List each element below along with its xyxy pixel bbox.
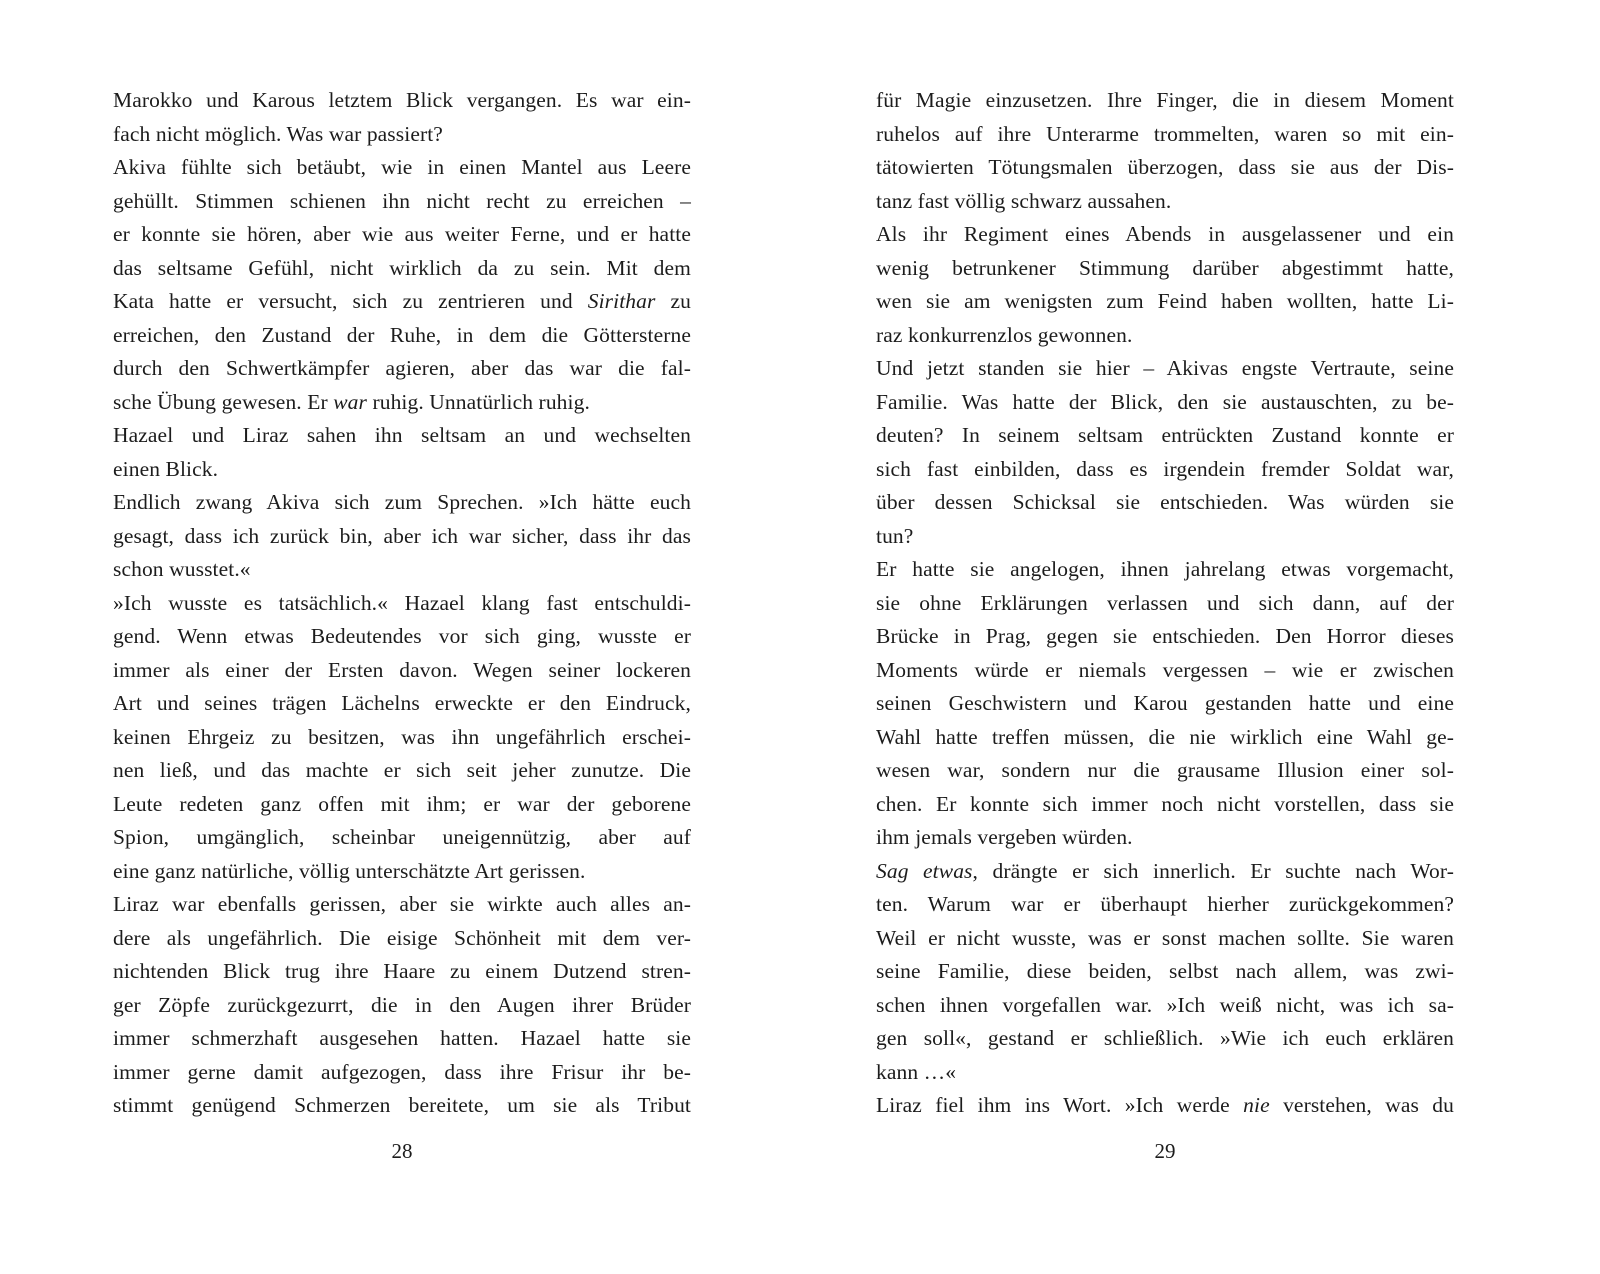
text-segment: raz konkurrenzlos gewonnen. bbox=[876, 322, 1133, 347]
page-right-text bbox=[876, 84, 1454, 1123]
text-line bbox=[876, 352, 1454, 386]
text-segment: Endlich zwang Akiva sich zum Sprechen. »Ich hätte euch bbox=[113, 490, 691, 514]
text-segment: Er hatte sie angelogen, ihnen jahrelang etwas vorgemacht, bbox=[876, 557, 1454, 581]
text-segment: wen sie am wenigsten zum Feind haben wollten, hatte Li- bbox=[876, 289, 1454, 313]
text-segment: ger Zöpfe zurückgezurrt, die in den Augen ihrer Brüder bbox=[113, 992, 691, 1017]
text-segment: immer gerne damit aufgezogen, dass ihre Frisur ihr be- bbox=[113, 1059, 691, 1084]
text-segment: kann …« bbox=[876, 1059, 957, 1084]
text-line bbox=[876, 721, 1454, 755]
text-line bbox=[876, 118, 1454, 152]
text-segment: fach nicht möglich. Was war passiert? bbox=[113, 121, 443, 146]
text-line bbox=[113, 955, 691, 989]
text-segment: einen Blick. bbox=[113, 456, 219, 481]
page-number-left: 28 bbox=[391, 1138, 413, 1163]
text-line bbox=[113, 721, 691, 755]
page-number-right: 29 bbox=[1154, 1138, 1176, 1163]
text-line bbox=[876, 218, 1454, 252]
text-line bbox=[113, 319, 691, 353]
text-line bbox=[876, 1022, 1454, 1056]
text-line bbox=[113, 486, 691, 520]
text-line bbox=[113, 788, 691, 822]
text-segment: Als ihr Regiment eines Abends in ausgelassener und ein bbox=[876, 222, 1454, 246]
text-segment: »Ich wusste es tatsächlich.« Hazael klang fast entschuldi- bbox=[113, 590, 691, 615]
text-segment: verstehen, was du bbox=[1269, 1093, 1454, 1117]
text-line bbox=[876, 989, 1454, 1023]
text-line bbox=[876, 185, 1454, 219]
text-line bbox=[113, 587, 691, 621]
text-line bbox=[876, 553, 1454, 587]
text-segment: Liraz fiel ihm ins Wort. »Ich werde bbox=[876, 1093, 1244, 1117]
text-segment: Marokko und Karous letztem Blick vergangen. Es war ein- bbox=[113, 88, 691, 112]
text-segment: wesen war, sondern nur die grausame Illusion einer sol- bbox=[876, 758, 1454, 782]
text-line bbox=[876, 1089, 1454, 1123]
text-segment: Weil er nicht wusste, was er sonst machen sollte. Sie waren bbox=[876, 925, 1454, 950]
text-segment: gehüllt. Stimmen schienen ihn nicht recht zu erreichen – bbox=[113, 188, 691, 213]
text-segment: stimmt genügend Schmerzen bereitete, um sie als Tribut bbox=[113, 1093, 691, 1117]
text-segment: er konnte sie hören, aber wie aus weiter Ferne, und er hatte bbox=[113, 222, 691, 246]
text-segment: nichtenden Blick trug ihre Haare zu einem Dutzend stren- bbox=[113, 959, 691, 983]
text-line bbox=[876, 587, 1454, 621]
text-segment: Leute redeten ganz offen mit ihm; er war der geborene bbox=[113, 791, 691, 816]
text-segment: Brücke in Prag, gegen sie entschieden. Den Horror dieses bbox=[876, 624, 1454, 648]
text-line bbox=[113, 386, 691, 420]
text-line bbox=[876, 620, 1454, 654]
text-line bbox=[876, 252, 1454, 286]
text-line bbox=[113, 754, 691, 788]
text-segment: Wahl hatte treffen müssen, die nie wirklich eine Wahl ge- bbox=[876, 724, 1454, 749]
text-segment: seinen Geschwistern und Karou gestanden hatte und eine bbox=[876, 691, 1454, 715]
text-segment: erreichen, den Zustand der Ruhe, in dem die Göttersterne bbox=[113, 322, 691, 347]
text-segment: ruhelos auf ihre Unterarme trommelten, waren so mit ein- bbox=[876, 121, 1454, 146]
text-line bbox=[876, 922, 1454, 956]
italic-text-segment: nie bbox=[1243, 1093, 1270, 1117]
text-line bbox=[113, 520, 691, 554]
text-segment: tun? bbox=[876, 523, 914, 548]
text-line bbox=[876, 687, 1454, 721]
text-segment: zu bbox=[655, 289, 692, 313]
text-line bbox=[876, 151, 1454, 185]
text-segment: durch den Schwertkämpfer agieren, aber das war die fal- bbox=[113, 356, 691, 380]
text-segment: Spion, umgänglich, scheinbar uneigennützig, aber auf bbox=[113, 825, 691, 849]
text-line bbox=[113, 1089, 691, 1123]
text-segment: Liraz war ebenfalls gerissen, aber sie wirkte auch alles an- bbox=[113, 892, 691, 916]
text-segment: immer als einer der Ersten davon. Wegen seiner lockeren bbox=[113, 657, 691, 682]
text-line bbox=[113, 84, 691, 118]
text-segment: , drängte er sich innerlich. Er suchte nach Wor- bbox=[972, 858, 1454, 883]
text-segment: das seltsame Gefühl, nicht wirklich da zu sein. Mit dem bbox=[113, 255, 691, 280]
text-line bbox=[876, 84, 1454, 118]
text-segment: seine Familie, diese beiden, selbst nach allem, was zwi- bbox=[876, 959, 1454, 983]
text-line bbox=[113, 553, 691, 587]
text-line bbox=[113, 687, 691, 721]
text-segment: sich fast einbilden, dass es irgendein fremder Soldat war, bbox=[876, 456, 1454, 481]
text-segment: Moments würde er niemals vergessen – wie er zwischen bbox=[876, 657, 1454, 682]
text-segment: sie ohne Erklärungen verlassen und sich dann, auf der bbox=[876, 590, 1454, 615]
italic-text-segment: Sag etwas bbox=[876, 858, 973, 883]
text-line bbox=[876, 285, 1454, 319]
book-page-right bbox=[876, 84, 1454, 1164]
text-line bbox=[113, 419, 691, 453]
text-segment: nen ließ, und das machte er sich seit jeher zunutze. Die bbox=[113, 758, 691, 782]
text-line bbox=[876, 788, 1454, 822]
text-segment: keinen Ehrgeiz zu besitzen, was ihn ungefährlich erschei- bbox=[113, 724, 691, 749]
text-segment: Kata hatte er versucht, sich zu zentrieren und bbox=[113, 289, 588, 313]
text-segment: gesagt, dass ich zurück bin, aber ich war sicher, dass ihr das bbox=[113, 523, 691, 548]
text-line bbox=[113, 453, 691, 487]
text-segment: tätowierten Tötungsmalen überzogen, dass sie aus der Dis- bbox=[876, 155, 1454, 179]
text-segment: wenig betrunkener Stimmung darüber abgestimmt hatte, bbox=[876, 255, 1454, 280]
text-line bbox=[876, 386, 1454, 420]
text-segment: sche Übung gewesen. Er bbox=[113, 389, 334, 414]
text-segment: Hazael und Liraz sahen ihn seltsam an und wechselten bbox=[113, 423, 691, 447]
text-segment: schon wusstet.« bbox=[113, 557, 251, 581]
text-line bbox=[113, 185, 691, 219]
text-line bbox=[113, 855, 691, 889]
text-segment: ten. Warum war er überhaupt hierher zurückgekommen? bbox=[876, 892, 1454, 916]
text-segment: deuten? In seinem seltsam entrückten Zustand konnte er bbox=[876, 423, 1454, 447]
text-line bbox=[876, 855, 1454, 889]
text-line bbox=[113, 821, 691, 855]
text-segment: chen. Er konnte sich immer noch nicht vorstellen, dass sie bbox=[876, 791, 1454, 816]
text-segment: Art und seines trägen Lächelns erweckte er den Eindruck, bbox=[113, 691, 691, 715]
text-line bbox=[113, 352, 691, 386]
text-line bbox=[113, 218, 691, 252]
text-segment: Akiva fühlte sich betäubt, wie in einen Mantel aus Leere bbox=[113, 155, 691, 179]
text-line bbox=[876, 654, 1454, 688]
text-segment: gen soll«, gestand er schließlich. »Wie ich euch erklären bbox=[876, 1026, 1454, 1050]
text-line bbox=[876, 955, 1454, 989]
text-segment: gend. Wenn etwas Bedeutendes vor sich ging, wusste er bbox=[113, 624, 691, 648]
text-line bbox=[876, 486, 1454, 520]
text-line bbox=[113, 620, 691, 654]
book-page-left bbox=[113, 84, 691, 1164]
text-line bbox=[876, 754, 1454, 788]
text-line bbox=[876, 453, 1454, 487]
text-line bbox=[876, 419, 1454, 453]
text-segment: Familie. Was hatte der Blick, den sie austauschten, zu be- bbox=[876, 389, 1454, 414]
text-line bbox=[113, 1022, 691, 1056]
italic-text-segment: Sirithar bbox=[587, 289, 656, 313]
text-segment: ruhig. Unnatürlich ruhig. bbox=[366, 389, 590, 414]
text-line bbox=[113, 888, 691, 922]
text-line bbox=[876, 319, 1454, 353]
italic-text-segment: war bbox=[333, 389, 367, 414]
text-line bbox=[113, 654, 691, 688]
text-line bbox=[113, 989, 691, 1023]
text-segment: eine ganz natürliche, völlig unterschätzte Art gerissen. bbox=[113, 858, 586, 883]
text-segment: immer schmerzhaft ausgesehen hatten. Hazael hatte sie bbox=[113, 1026, 691, 1050]
text-line bbox=[876, 821, 1454, 855]
text-line bbox=[876, 520, 1454, 554]
text-line bbox=[113, 151, 691, 185]
page-left-text bbox=[113, 84, 691, 1123]
text-line bbox=[113, 1056, 691, 1090]
text-line bbox=[876, 888, 1454, 922]
text-line bbox=[113, 285, 691, 319]
text-line bbox=[113, 118, 691, 152]
text-line bbox=[113, 252, 691, 286]
text-segment: ihm jemals vergeben würden. bbox=[876, 825, 1133, 849]
text-segment: schen ihnen vorgefallen war. »Ich weiß nicht, was ich sa- bbox=[876, 992, 1454, 1017]
text-line bbox=[113, 922, 691, 956]
text-line bbox=[876, 1056, 1454, 1090]
text-segment: Und jetzt standen sie hier – Akivas engste Vertraute, seine bbox=[876, 356, 1454, 380]
text-segment: tanz fast völlig schwarz aussahen. bbox=[876, 188, 1172, 213]
text-segment: für Magie einzusetzen. Ihre Finger, die in diesem Moment bbox=[876, 88, 1454, 112]
text-segment: dere als ungefährlich. Die eisige Schönheit mit dem ver- bbox=[113, 925, 691, 950]
text-segment: über dessen Schicksal sie entschieden. Was würden sie bbox=[876, 490, 1454, 514]
